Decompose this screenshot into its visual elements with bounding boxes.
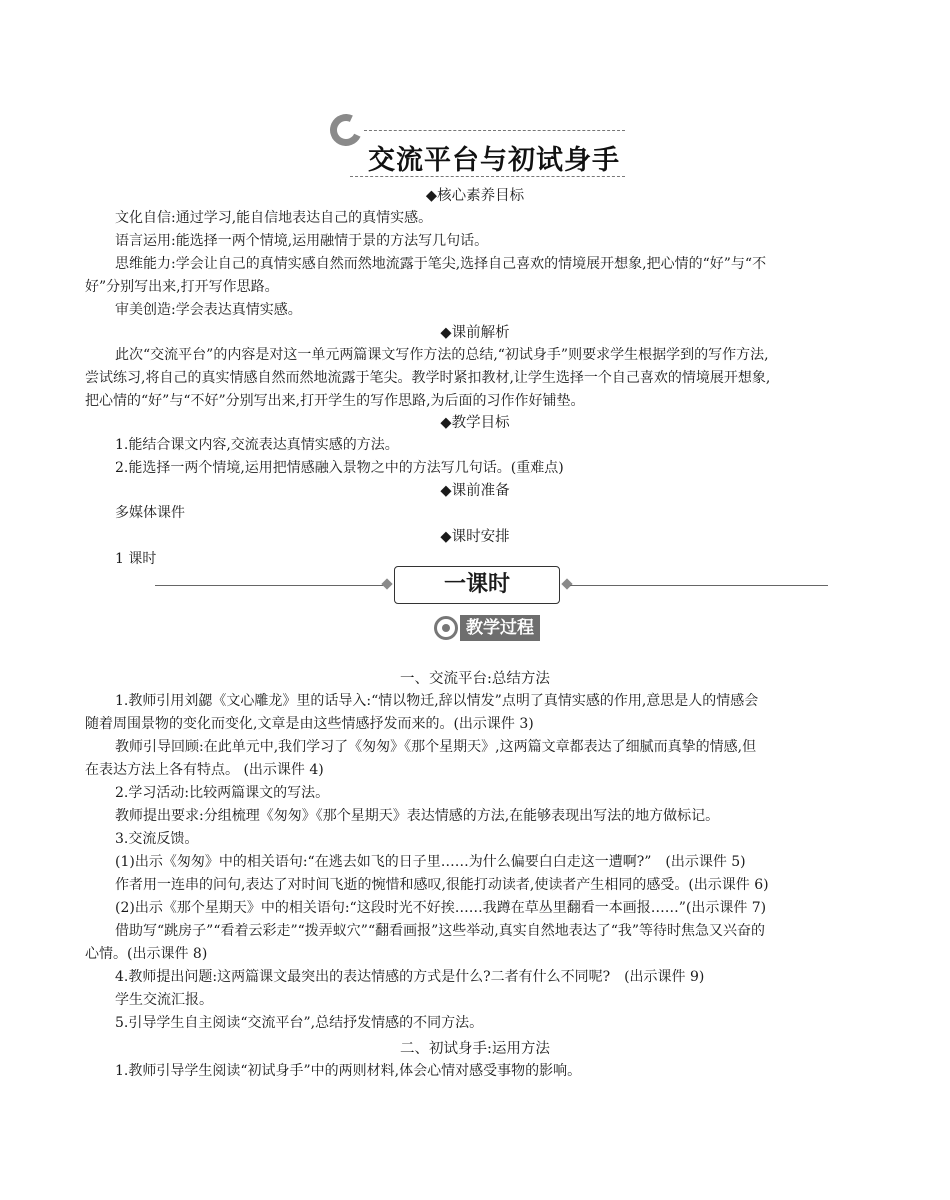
pre-analysis-line: 此次“交流平台”的内容是对这一单元两篇课文写作方法的总结,“初试身手”则要求学生根据学到的写作方法, xyxy=(115,347,769,363)
part2-line: 1.教师引导学生阅读“初试身手”中的两则材料,体会心情对感受事物的影响。 xyxy=(115,1063,582,1079)
title-banner xyxy=(330,112,625,182)
part1-line: 3.交流反馈。 xyxy=(115,831,199,847)
part1-line: 2.学习活动:比较两篇课文的写法。 xyxy=(115,785,330,801)
pre-analysis-line: 把心情的“好”与“不好”分别写出来,打开学生的写作思路,为后面的习作作好铺垫。 xyxy=(85,393,585,409)
part1-line: 1.教师引用刘勰《文心雕龙》里的话导入:“情以物迁,辞以情发”点明了真情实感的作用,意思是人的情感会 xyxy=(115,693,759,709)
section-heading-preparation: ◆课前准备 xyxy=(440,483,510,499)
part1-line: 5.引导学生自主阅读“交流平台”,总结抒发情感的不同方法。 xyxy=(115,1015,484,1031)
section-heading-core-goals: ◆核心素养目标 xyxy=(425,188,525,204)
section-heading-schedule: ◆课时安排 xyxy=(440,529,510,545)
lesson-label: 一课时 xyxy=(394,566,560,604)
core-goal-line: 思维能力:学会让自己的真情实感自然而然地流露于笔尖,选择自己喜欢的情境展开想象,把心情的“好”与“不 xyxy=(115,256,767,272)
schedule-text: 1 课时 xyxy=(115,551,157,567)
part1-line: 随着周围景物的变化而变化,文章是由这些情感抒发而来的。(出示课件 3) xyxy=(85,716,534,732)
pre-analysis-line: 尝试练习,将自己的真实情感自然而然地流露于笔尖。教学时紧扣教材,让学生选择一个自己喜欢的情境展开想象, xyxy=(85,370,771,386)
part1-line: 借助写“跳房子”“看着云彩走”“拨弄蚁穴”“翻看画报”这些举动,真实自然地表达了“我”等待时焦急又兴奋的 xyxy=(115,923,766,939)
part1-line: 教师提出要求:分组梳理《匆匆》《那个星期天》表达情感的方法,在能够表现出写法的地方做标记。 xyxy=(115,808,720,824)
core-goal-line: 文化自信:通过学习,能自信地表达自己的真情实感。 xyxy=(115,210,433,226)
part2-heading: 二、初试身手:运用方法 xyxy=(400,1041,550,1057)
part1-line: 作者用一连串的问句,表达了对时间飞逝的惋惜和感叹,很能打动读者,使读者产生相同的感受。(出示课件 6) xyxy=(115,877,769,893)
diamond-left-icon xyxy=(381,578,392,589)
ring-decoration-icon xyxy=(325,109,366,150)
teaching-goal-line: 1.能结合课文内容,交流表达真情实感的方法。 xyxy=(115,437,399,453)
part1-line: 在表达方法上各有特点。 (出示课件 4) xyxy=(85,762,324,778)
part1-heading: 一、交流平台:总结方法 xyxy=(400,671,550,687)
diamond-right-icon xyxy=(561,578,572,589)
part1-line: (1)出示《匆匆》中的相关语句:“在逃去如飞的日子里……为什么偏要白白走这一遭啊?” (出示课件 5) xyxy=(115,854,746,870)
core-goal-line: 语言运用:能选择一两个情境,运用融情于景的方法写几句话。 xyxy=(115,233,489,249)
page-title: 交流平台与初试身手 xyxy=(368,145,620,176)
section-heading-pre-analysis: ◆课前解析 xyxy=(440,325,510,341)
teaching-process-badge xyxy=(434,615,540,641)
title-divider-top xyxy=(364,130,625,131)
teaching-goal-line: 2.能选择一两个情境,运用把情感融入景物之中的方法写几句话。(重难点) xyxy=(115,460,564,476)
part1-line: (2)出示《那个星期天》中的相关语句:“这段时光不好挨……我蹲在草丛里翻看一本画报……”(出示课件 7) xyxy=(115,900,767,916)
section-heading-teaching-goals: ◆教学目标 xyxy=(440,415,510,431)
part1-line: 学生交流汇报。 xyxy=(115,992,213,1008)
part1-line: 心情。(出示课件 8) xyxy=(85,946,208,962)
preparation-text: 多媒体课件 xyxy=(115,505,185,521)
core-goal-line: 审美创造:学会表达真情实感。 xyxy=(115,302,302,318)
lesson-divider-right xyxy=(570,585,828,586)
core-goal-line: 好”分别写出来,打开写作思路。 xyxy=(85,279,279,295)
lesson-divider-left xyxy=(155,585,387,586)
teaching-process-label: 教学过程 xyxy=(460,615,540,641)
part1-line: 教师引导回顾:在此单元中,我们学习了《匆匆》《那个星期天》,这两篇文章都表达了细腻而真挚的情感,但 xyxy=(115,739,757,755)
target-icon xyxy=(434,616,458,640)
title-divider-bottom xyxy=(350,176,625,177)
part1-line: 4.教师提出问题:这两篇课文最突出的表达情感的方式是什么?二者有什么不同呢? (出示课件 9) xyxy=(115,969,705,985)
